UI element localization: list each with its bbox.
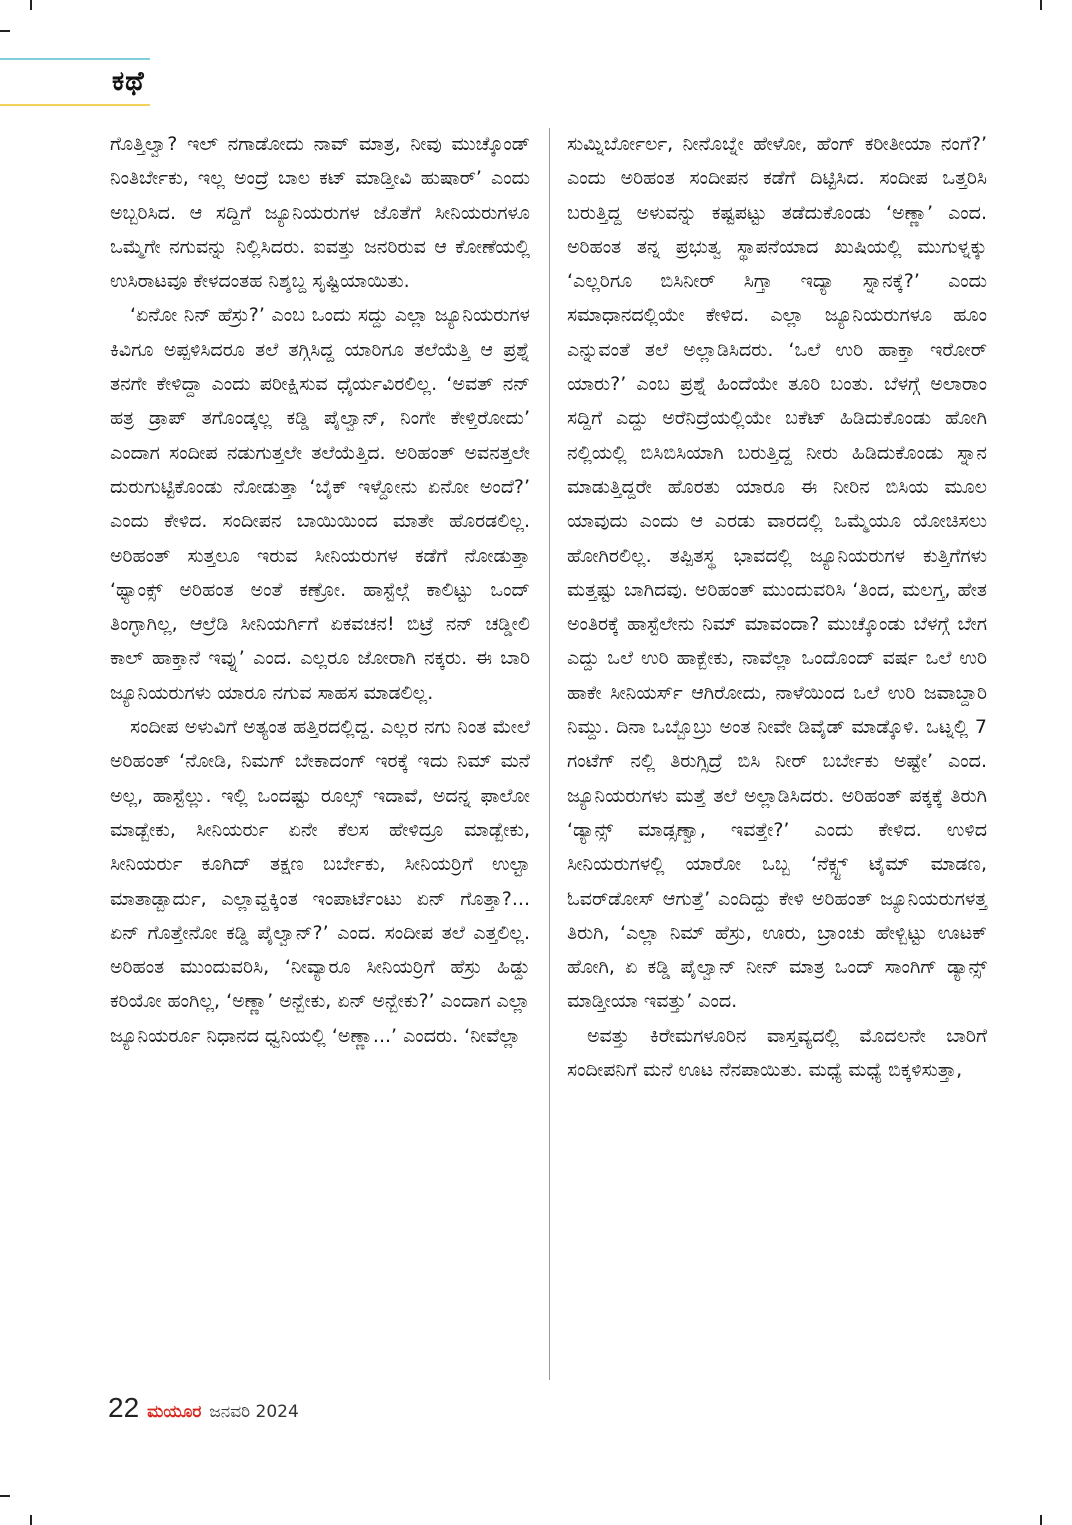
paragraph: ‘ಏನೋ ನಿನ್ ಹೆಸ್ರು?’ ಎಂಬ ಒಂದು ಸದ್ದು ಎಲ್ಲಾ ಜ್ಯೂನಿಯರುಗಳ ಕಿವಿಗೂ ಅಪ್ಪಳಿಸಿದರೂ ತಲೆ ತಗ್ಗಿಸಿದ್ದ ಯಾರಿಗೂ ತಲೆಯೆತ್ತಿ ಆ ಪ್ರಶ್ನೆ ತನಗೇ ಕೇಳಿದ್ದಾ ಎಂದು ಪರೀಕ್ಷಿಸುವ ಧೈರ್ಯವಿರಲಿಲ್ಲ. ‘ಅವತ್ ನನ್ ಹತ್ರ ಡ್ರಾಪ್ ತಗೊಂಡ್ಕಲ್ಲ ಕಡ್ಡಿ ಪೈಲ್ವಾನ್, ನಿಂಗೇ ಕೇಳ್ತಿರೋದು’ ಎಂದಾಗ ಸಂದೀಪ ನಡುಗುತ್ತಲೇ ತಲೆಯೆತ್ತಿದ. ಅರಿಹಂತ್ ಅವನತ್ತಲೇ ದುರುಗುಟ್ಟಿಕೊಂಡು ನೋಡುತ್ತಾ ‘ಬೈಕ್ ಇಳ್ದೋನು ಏನೋ ಅಂದೆ?’ ಎಂದು ಕೇಳಿದ. ಸಂದೀಪನ ಬಾಯಿಯಿಂದ ಮಾತೇ ಹೊರಡಲಿಲ್ಲ. ಅರಿಹಂತ್ ಸುತ್ತಲೂ ಇರುವ ಸೀನಿಯರುಗಳ ಕಡೆಗೆ ನೋಡುತ್ತಾ ‘ಥ್ಯಾಂಕ್ಸ್ ಅರಿಹಂತ ಅಂತೆ ಕಣ್ರೋ. ಹಾಸ್ಟೆಲ್ಗೆ ಕಾಲಿಟ್ಟು ಒಂದ್ ತಿಂಗ್ಳಾಗಿಲ್ಲ, ಆಲ್ರೆಡಿ ಸೀನಿಯರ್ಗಿಗೆ ಏಕವಚನ! ಬಿಟ್ರೆ ನನ್ ಚಡ್ಡೀಲಿ ಕಾಲ್ ಹಾಕ್ತಾನೆ ಇವ್ನು’ ಎಂದ. ಎಲ್ಲರೂ ಜೋರಾಗಿ ನಕ್ಕರು. ಈ ಬಾರಿ ಜ್ಯೂನಿಯರುಗಳು ಯಾರೂ ನಗುವ ಸಾಹಸ ಮಾಡಲಿಲ್ಲ.	[110, 304, 530, 704]
crop-mark-top-right	[1040, 0, 1042, 10]
issue-date: ಜನವರಿ 2024	[209, 1402, 299, 1422]
page-footer	[108, 1392, 299, 1432]
column-divider	[549, 128, 550, 1380]
paragraph: ಗೊತ್ತಿಲ್ವಾ? ಇಲ್ ನಗಾಡೋದು ನಾವ್ ಮಾತ್ರ, ನೀವು ಮುಚ್ಕೊಂಡ್ ನಿಂತಿರ್ಬೇಕು, ಇಲ್ಲ ಅಂದ್ರೆ ಬಾಲ ಕಟ್ ಮಾಡ್ತೀವಿ ಹುಷಾರ್’ ಎಂದು ಅಬ್ಬರಿಸಿದ. ಆ ಸದ್ದಿಗೆ ಜ್ಯೂನಿಯರುಗಳ ಜೊತೆಗೆ ಸೀನಿಯರುಗಳೂ ಒಮ್ಮೆಗೇ ನಗುವನ್ನು ನಿಲ್ಲಿಸಿದರು. ಐವತ್ತು ಜನರಿರುವ ಆ ಕೋಣೆಯಲ್ಲಿ ಉಸಿರಾಟವೂ ಕೇಳದಂತಹ ನಿಶ್ಶಬ್ದ ಸೃಷ್ಟಿಯಾಯಿತು.	[110, 133, 530, 293]
header-rule-top	[0, 58, 150, 60]
crop-mark-left-lower	[0, 1495, 10, 1497]
page-number: 22	[108, 1392, 140, 1423]
crop-mark-top-left	[30, 0, 32, 10]
text-column-right	[567, 127, 987, 1087]
crop-mark-bottom-left	[30, 1515, 32, 1525]
header-rule-bottom	[0, 104, 150, 106]
paragraph: ಅವತ್ತು ಕಿರೇಮಗಳೂರಿನ ವಾಸ್ತವ್ಯದಲ್ಲಿ ಮೊದಲನೇ ಬಾರಿಗೆ ಸಂದೀಪನಿಗೆ ಮನೆ ಊಟ ನೆನಪಾಯಿತು. ಮಧ್ಯೆ ಮಧ್ಯೆ ಬಿಕ್ಕಳಿಸುತ್ತಾ,	[567, 1024, 987, 1082]
paragraph: ಸಂದೀಪ ಅಳುವಿಗೆ ಅತ್ಯಂತ ಹತ್ತಿರದಲ್ಲಿದ್ದ. ಎಲ್ಲರ ನಗು ನಿಂತ ಮೇಲೆ ಅರಿಹಂತ್ ‘ನೋಡಿ, ನಿಮಗ್ ಬೇಕಾದಂಗ್ ಇರಕ್ಕೆ ಇದು ನಿಮ್ ಮನೆ ಅಲ್ಲ, ಹಾಸ್ಟೆಲ್ಲು. ಇಲ್ಲಿ ಒಂದಷ್ಟು ರೂಲ್ಸ್ ಇದಾವೆ, ಅದನ್ನ ಫಾಲೋ ಮಾಡ್ಬೇಕು, ಸೀನಿಯರ್ರು ಏನೇ ಕೆಲಸ ಹೇಳಿದ್ರೂ ಮಾಡ್ಬೇಕು, ಸೀನಿಯರ್ರು ಕೂಗಿದ್ ತಕ್ಷಣ ಬರ್ಬೇಕು, ಸೀನಿಯರ್ರಿಗೆ ಉಲ್ಟಾ ಮಾತಾಡ್ಬಾರ್ದು, ಎಲ್ಲಾವ್ದಕ್ಕಿಂತ ಇಂಪಾರ್ಟೆಂಟು ಏನ್ ಗೊತ್ತಾ?... ಏನ್ ಗೊತ್ತೇನೋ ಕಡ್ಡಿ ಪೈಲ್ವಾನ್?’ ಎಂದ. ಸಂದೀಪ ತಲೆ ಎತ್ತಲಿಲ್ಲ. ಅರಿಹಂತ ಮುಂದುವರಿಸಿ, ‘ನೀವ್ಯಾರೂ ಸೀನಿಯರ್ರಿಗೆ ಹೆಸ್ರು ಹಿಡ್ದು ಕರಿಯೋ ಹಂಗಿಲ್ಲ, ‘ಅಣ್ಣಾ’ ಅನ್ಬೇಕು, ಏನ್ ಅನ್ಬೇಕು?’ ಎಂದಾಗ ಎಲ್ಲಾ ಜ್ಯೂನಿಯರ್ರೂ ನಿಧಾನದ ಧ್ವನಿಯಲ್ಲಿ ‘ಅಣ್ಣಾ...’ ಎಂದರು. ‘ನೀವೆಲ್ಲಾ	[110, 716, 531, 1047]
magazine-logo: ಮಯೂರ	[147, 1402, 202, 1422]
crop-mark-left-upper	[0, 30, 10, 32]
crop-mark-bottom-right	[1040, 1515, 1042, 1525]
section-title: ಕಥೆ	[112, 66, 145, 97]
text-column-left	[110, 127, 530, 1053]
paragraph: ಸುಮ್ನಿರ್ಬೋರ್ಲ, ನೀನೊಬ್ನೇ ಹೇಳೋ, ಹೆಂಗ್ ಕರೀತೀಯಾ ನಂಗೆ?’ ಎಂದು ಅರಿಹಂತ ಸಂದೀಪನ ಕಡೆಗೆ ದಿಟ್ಟಿಸಿದ. ಸಂದೀಪ ಒತ್ತರಿಸಿ ಬರುತ್ತಿದ್ದ ಅಳುವನ್ನು ಕಷ್ಟಪಟ್ಟು ತಡೆದುಕೊಂಡು ‘ಅಣ್ಣಾ’ ಎಂದ. ಅರಿಹಂತ ತನ್ನ ಪ್ರಭುತ್ವ ಸ್ಥಾಪನೆಯಾದ ಖುಷಿಯಲ್ಲಿ ಮುಗುಳ್ನಕ್ಕು ‘ಎಲ್ಲರಿಗೂ ಬಿಸಿನೀರ್ ಸಿಗ್ತಾ ಇದ್ಯಾ ಸ್ನಾನಕ್ಕೆ?’ ಎಂದು ಸಮಾಧಾನದಲ್ಲಿಯೇ ಕೇಳಿದ. ಎಲ್ಲಾ ಜ್ಯೂನಿಯರುಗಳೂ ಹೂಂ ಎನ್ನುವಂತೆ ತಲೆ ಅಲ್ಲಾಡಿಸಿದರು. ‘ಒಲೆ ಉರಿ ಹಾಕ್ತಾ ಇರೋರ್ ಯಾರು?’ ಎಂಬ ಪ್ರಶ್ನೆ ಹಿಂದೆಯೇ ತೂರಿ ಬಂತು. ಬೆಳಗ್ಗೆ ಅಲಾರಾಂ ಸದ್ದಿಗೆ ಎದ್ದು ಅರೆನಿದ್ರೆಯಲ್ಲಿಯೇ ಬಕೆಟ್ ಹಿಡಿದುಕೊಂಡು ಹೋಗಿ ನಲ್ಲಿಯಲ್ಲಿ ಬಿಸಿಬಿಸಿಯಾಗಿ ಬರುತ್ತಿದ್ದ ನೀರು ಹಿಡಿದುಕೊಂಡು ಸ್ನಾನ ಮಾಡುತ್ತಿದ್ದರೇ ಹೊರತು ಯಾರೂ ಈ ನೀರಿನ ಬಿಸಿಯ ಮೂಲ ಯಾವುದು ಎಂದು ಆ ಎರಡು ವಾರದಲ್ಲಿ ಒಮ್ಮೆಯೂ ಯೋಚಿಸಲು ಹೋಗಿರಲಿಲ್ಲ. ತಪ್ಪಿತಸ್ಥ ಭಾವದಲ್ಲಿ ಜ್ಯೂನಿಯರುಗಳ ಕುತ್ತಿಗೆಗಳು ಮತ್ತಷ್ಟು ಬಾಗಿದವು. ಅರಿಹಂತ್ ಮುಂದುವರಿಸಿ ‘ತಿಂದ, ಮಲಗ್ತ, ಹೇತ ಅಂತಿರಕ್ಕೆ ಹಾಸ್ಟೆಲೇನು ನಿಮ್ ಮಾವಂದಾ? ಮುಚ್ಕೊಂಡು ಬೆಳಗ್ಗೆ ಬೇಗ ಎದ್ದು ಒಲೆ ಉರಿ ಹಾಕ್ಬೇಕು, ನಾವೆಲ್ಲಾ ಒಂದೊಂದ್ ವರ್ಷ ಒಲೆ ಉರಿ ಹಾಕೇ ಸೀನಿಯರ್ಸ್ ಆಗಿರೋದು, ನಾಳೆಯಿಂದ ಒಲೆ ಉರಿ ಜವಾಬ್ದಾರಿ ನಿಮ್ದು. ದಿನಾ ಒಬ್ಬೊಬ್ರು ಅಂತ ನೀವೇ ಡಿವೈಡ್ ಮಾಡ್ಕೊಳಿ. ಒಟ್ನಲ್ಲಿ 7 ಗಂಟೆಗ್ ನಲ್ಲಿ ತಿರುಗ್ಸಿದ್ರೆ ಬಿಸಿ ನೀರ್ ಬರ್ಬೇಕು ಅಷ್ಟೇ’ ಎಂದ. ಜ್ಯೂನಿಯರುಗಳು ಮತ್ತೆ ತಲೆ ಅಲ್ಲಾಡಿಸಿದರು. ಅರಿಹಂತ್ ಪಕ್ಕಕ್ಕೆ ತಿರುಗಿ ‘ಡ್ಯಾನ್ಸ್ ಮಾಡ್ಸಣ್ವಾ, ಇವತ್ತೇ?’ ಎಂದು ಕೇಳಿದ. ಉಳಿದ ಸೀನಿಯರುಗಳಲ್ಲಿ ಯಾರೋ ಒಬ್ಬ ‘ನೆಕ್ಸ್ಟ್ ಟೈಮ್ ಮಾಡಣ, ಓವರ್‌ಡೋಸ್ ಆಗುತ್ತೆ’ ಎಂದಿದ್ದು ಕೇಳಿ ಅರಿಹಂತ್ ಜ್ಯೂನಿಯರುಗಳತ್ತ ತಿರುಗಿ, ‘ಎಲ್ಲಾ ನಿಮ್ ಹೆಸ್ರು, ಊರು, ಬ್ರಾಂಚು ಹೇಳ್ಬಿಟ್ಟು ಊಟಕ್ ಹೋಗಿ, ಏ ಕಡ್ಡಿ ಪೈಲ್ವಾನ್ ನೀನ್ ಮಾತ್ರ ಒಂದ್ ಸಾಂಗಿಗ್ ಡ್ಯಾನ್ಸ್ ಮಾಡ್ತೀಯಾ ಇವತ್ತು’ ಎಂದ.	[567, 133, 987, 1013]
